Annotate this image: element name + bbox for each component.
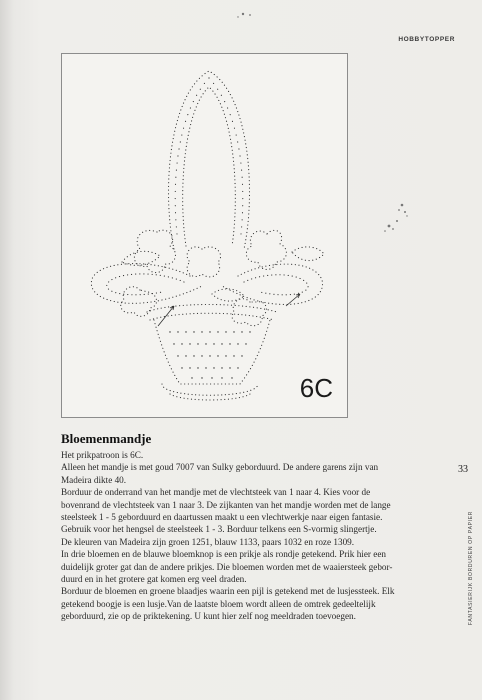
left-loop — [91, 264, 202, 304]
arrow-mark-right — [286, 294, 300, 306]
body-line: getekend boogje is een lusje.Van de laatste bloem wordt alleen de omtrek gedeeltelijk — [61, 598, 376, 609]
body-line: In drie bloemen en de blauwe bloemknop is een prikje als rondje getekend. Prik hier een — [61, 549, 387, 560]
basket-rim — [147, 305, 277, 313]
handle-inner — [183, 87, 236, 246]
vertical-caption — [462, 490, 472, 650]
handle-outer — [169, 71, 250, 249]
flower-bottom-right — [232, 299, 266, 326]
body-line: geborduurd, zie op de priktekening. U kunt hier zelf nog meeldraden toevoegen. — [61, 611, 356, 622]
handle-braid — [175, 78, 243, 234]
body-line: Madeira dikte 40. — [61, 474, 127, 485]
body-line: De kleuren van Madeira zijn groen 1251, blauw 1133, paars 1032 en roze 1309. — [61, 536, 355, 547]
series-label: HOBBYTOPPER — [398, 36, 455, 43]
flower-center — [187, 247, 220, 277]
basket-body — [154, 320, 270, 384]
body-line: steelsteek 1 - 5 geborduurd en daartussen maakt u een vlechtwerkje naar eigen fantasie. — [61, 512, 383, 523]
pattern-code-label: 6C — [299, 373, 333, 403]
body-line: Het prikpatroon is 6C. — [61, 450, 144, 460]
right-loop — [222, 264, 323, 304]
body-line: duurd en in het grotere gat komen erg veel draden. — [61, 574, 247, 585]
pricking-pattern — [61, 53, 348, 418]
body-line: bovenrand de vlechtsteek van 1 naar 3. De zijkanten van het mandje worden met de lange — [61, 499, 391, 510]
leaf-left — [122, 251, 160, 265]
basket-base — [162, 384, 258, 395]
flower-right — [246, 230, 286, 269]
leaf-right — [292, 247, 324, 261]
leaf-mid — [212, 289, 244, 301]
basket-pattern-drawing — [62, 54, 349, 419]
body-line: Alleen het mandje is met goud 7007 van Sulky geborduurd. De andere garens zijn van — [61, 462, 379, 473]
body-line: Borduur de onderrand van het mandje met de vlechtsteek van 1 naar 4. Kies voor de — [61, 487, 371, 498]
body-line: Borduur de bloemen en groene blaadjes waarin een pijl is getekend met de lusjessteek. Elk — [61, 586, 395, 597]
body-line: Gebruik voor het hengsel de steelsteek 1 - 3. Borduur telkens een S-vormig slingertje. — [61, 524, 377, 535]
page-number: 33 — [458, 464, 468, 475]
article-title: Bloemenmandje — [61, 431, 152, 446]
article-body — [61, 449, 446, 623]
vertical-caption-text: FANTASIERIJK BORDUREN OP PAPIER — [468, 510, 474, 626]
body-line: duidelijk groter gat dan de andere prikjes. Die bloemen worden met de waaiersteek gebor- — [61, 561, 393, 572]
